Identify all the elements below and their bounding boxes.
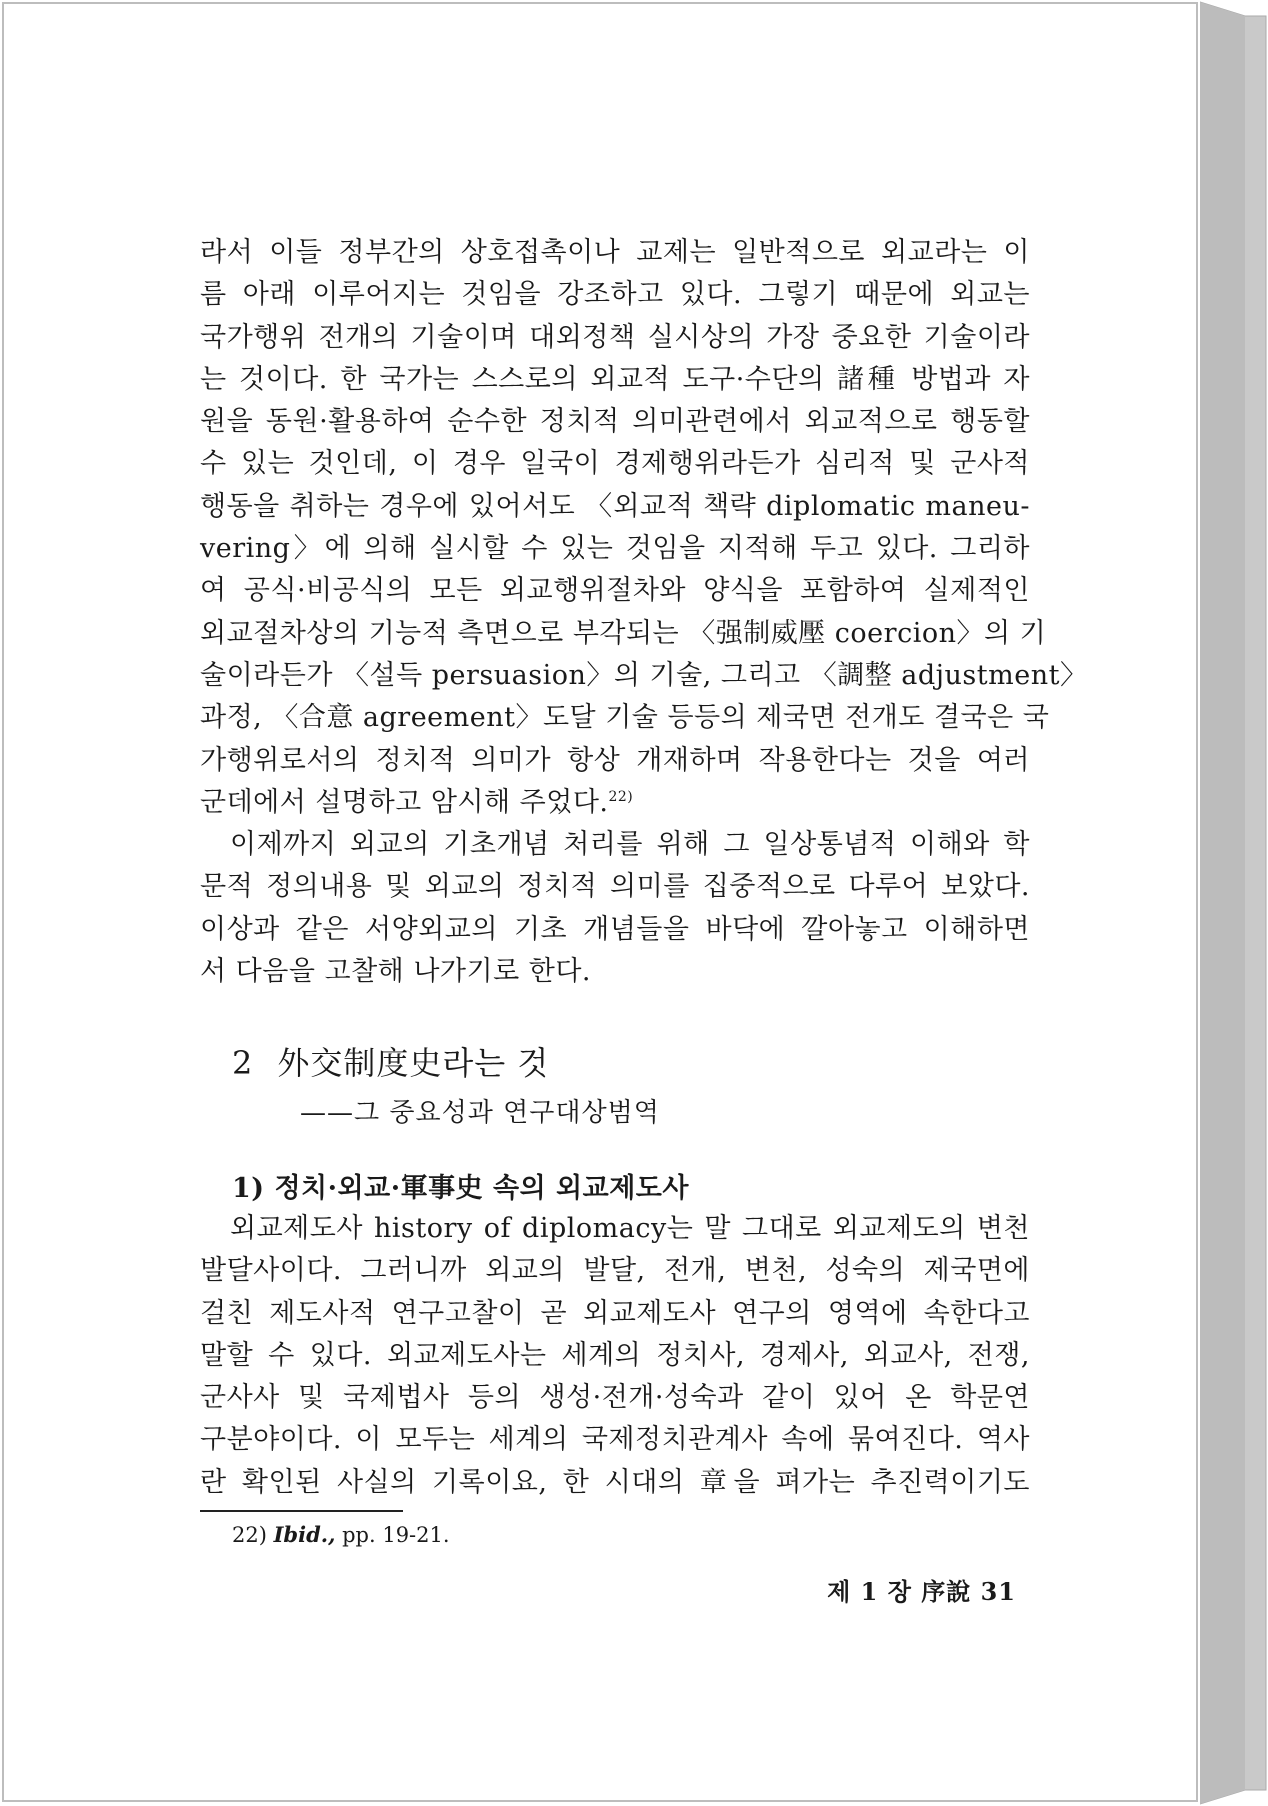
main-text-block <box>200 232 1088 993</box>
text-line: 이상과 같은 서양외교의 기초 개념들을 바닥에 깔아놓고 이해하면 <box>200 913 1030 945</box>
text-line: 가행위로서의 정치적 의미가 항상 개재하며 작용한다는 것을 여러 <box>200 744 1030 776</box>
text-line: 름 아래 이루어지는 것임을 강조하고 있다. 그렇기 때문에 외교는 <box>200 279 1030 311</box>
text-line: 군사사 및 국제법사 등의 생성·전개·성숙과 같이 있어 온 학문연 <box>200 1382 1030 1414</box>
text-line: 문적 정의내용 및 외교의 정치적 의미를 집중적으로 다루어 보았다. <box>200 871 1030 903</box>
text-line: 술이라든가 〈설득 persuasion〉의 기술, 그리고 〈調整 adjustment〉 <box>200 659 1088 691</box>
text-line: 구분야이다. 이 모두는 세계의 국제정치관계사 속에 묶여진다. 역사 <box>200 1424 1030 1456</box>
book-side-edge <box>1200 0 1268 1806</box>
subsection-heading: 1) 정치·외교·軍事史 속의 외교제도사 <box>232 1173 689 1204</box>
paragraph-2 <box>200 824 1030 993</box>
section-subtitle: ——그 중요성과 연구대상범역 <box>300 1098 660 1128</box>
text-line <box>200 782 1030 824</box>
text-line: 외교절차상의 기능적 측면으로 부각되는 〈强制威壓 coercion〉의 기 <box>200 617 1047 649</box>
text-line: 는 것이다. 한 국가는 스스로의 외교적 도구·수단의 諸種 방법과 자 <box>200 363 1030 395</box>
footnote-number: 22) <box>232 1523 267 1547</box>
section-title: 外交制度史라는 것 <box>277 1044 550 1082</box>
text-line: 서 다음을 고찰해 나가기로 한다. <box>200 956 591 988</box>
page-number: 31 <box>980 1577 1016 1606</box>
running-footer <box>827 1572 1016 1607</box>
section-heading <box>232 1038 549 1084</box>
footnote-source: Ibid., <box>273 1522 336 1547</box>
text-line: 수 있는 것인데, 이 경우 일국이 경제행위라든가 심리적 및 군사적 <box>200 448 1030 480</box>
text-line: 라서 이들 정부간의 상호접촉이나 교제는 일반적으로 외교라는 이 <box>200 237 1030 268</box>
text-line: 행동을 취하는 경우에 있어서도 〈외교적 책략 diplomatic maneu- <box>200 490 1030 522</box>
text-line: 란 확인된 사실의 기록이요, 한 시대의 章을 펴가는 추진력이기도 <box>200 1466 1030 1498</box>
text-line-content: 군데에서 설명하고 암시해 주었다. <box>200 786 609 818</box>
chapter-title: 序說 <box>921 1577 972 1606</box>
text-line: 국가행위 전개의 기술이며 대외정책 실시상의 가장 중요한 기술이라 <box>200 321 1030 353</box>
text-line: 과정, 〈合意 agreement〉도달 기술 등등의 제국면 전개도 결국은 국 <box>200 702 1050 734</box>
footnote-pages: pp. 19-21. <box>342 1523 450 1547</box>
text-line: 발달사이다. 그러니까 외교의 발달, 전개, 변천, 성숙의 제국면에 <box>200 1255 1030 1287</box>
section-number: 2 <box>232 1044 254 1082</box>
footnote-reference[interactable]: 22) <box>608 788 634 805</box>
chapter-label: 제 1 장 <box>827 1577 912 1606</box>
text-line: 원을 동원·활용하여 순수한 정치적 의미관련에서 외교적으로 행동할 <box>200 406 1030 438</box>
footnote <box>232 1522 450 1547</box>
text-line: 이제까지 외교의 기초개념 처리를 위해 그 일상통념적 이해와 학 <box>230 829 1030 861</box>
text-line: 걸친 제도사적 연구고찰이 곧 외교제도사 연구의 영역에 속한다고 <box>200 1297 1030 1329</box>
text-line: 여 공식·비공식의 모든 외교행위절차와 양식을 포함하여 실제적인 <box>200 575 1030 607</box>
footnote-divider <box>200 1510 403 1512</box>
subsection-text-block <box>200 1208 1030 1504</box>
text-line: vering〉에 의해 실시할 수 있는 것임을 지적해 두고 있다. 그리하 <box>200 533 1030 565</box>
paragraph-1 <box>200 232 1088 824</box>
text-line: 말할 수 있다. 외교제도사는 세계의 정치사, 경제사, 외교사, 전쟁, <box>200 1339 1030 1371</box>
text-line: 외교제도사 history of diplomacy는 말 그대로 외교제도의 변천 <box>230 1213 1030 1244</box>
